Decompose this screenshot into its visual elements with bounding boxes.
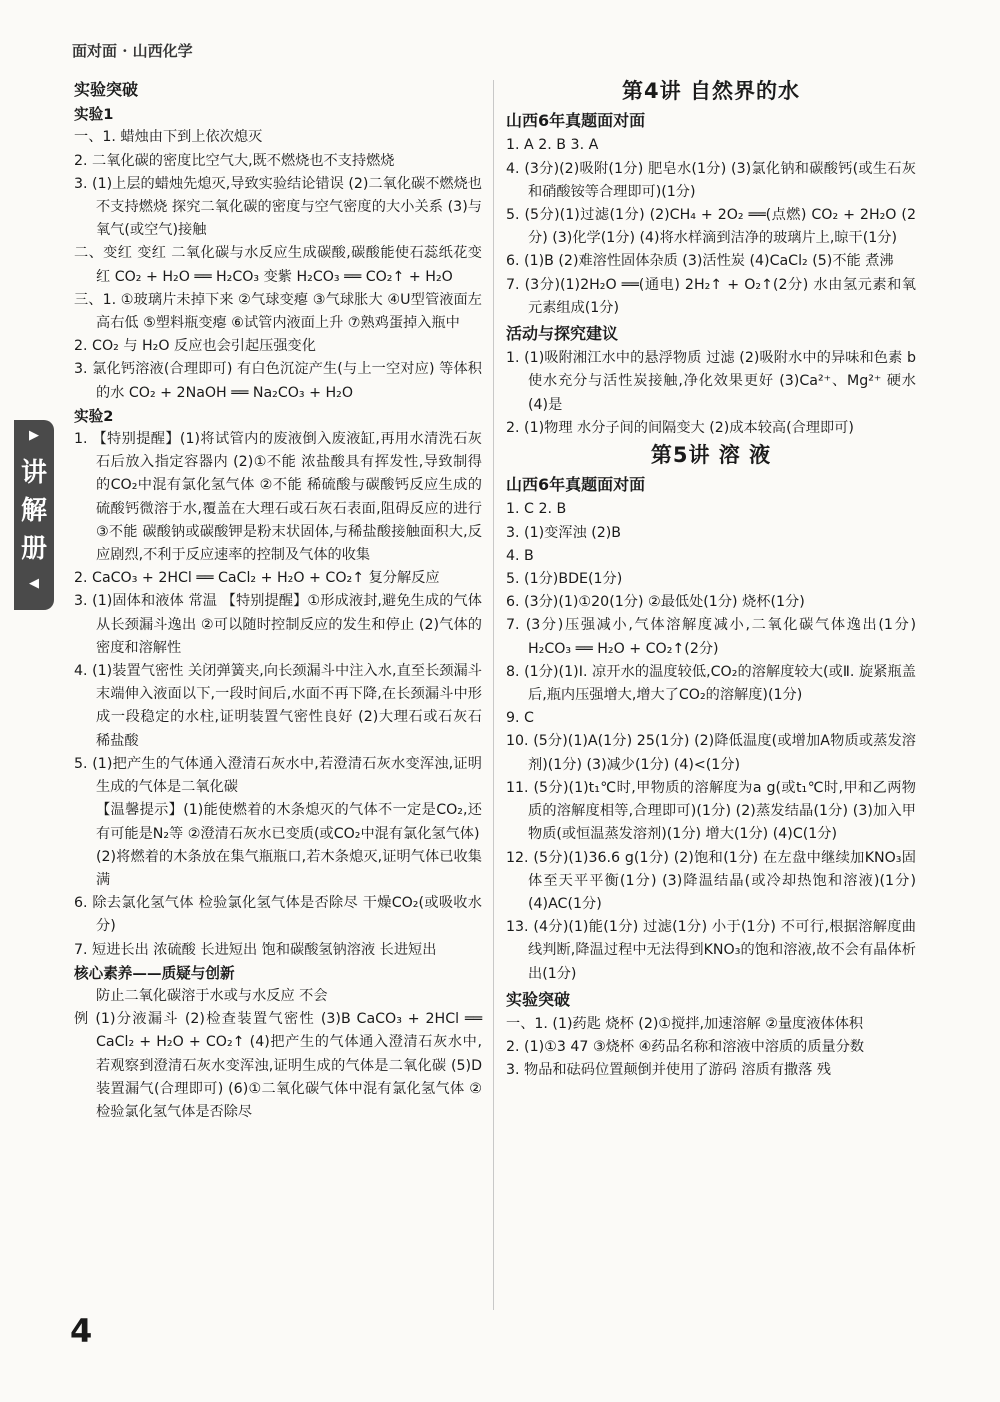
list-item: 【温馨提示】(1)能使燃着的木条熄灭的气体不一定是CO₂,还有可能是N₂等 ②澄清石灰水已变质(或CO₂中混有氯化氢气体) <box>96 802 482 842</box>
list-item: 5. (1)把产生的气体通入澄清石灰水中,若澄清石灰水变浑浊,证明生成的气体是二氧化碳 <box>74 755 482 796</box>
real-exam-title: 山西6年真题面对面 <box>506 111 646 131</box>
list-item: 13. (4分)(1)能(1分) 过滤(1分) 小于(1分) 不可行,根据溶解度曲线判断,降温过程中无法得到KNO₃的饱和溶液,故不会有晶体析出(1分) <box>506 919 916 982</box>
list-item: 10. (5分)(1)A(1分) 25(1分) (2)降低温度(或增加A物质或蒸发溶剂)(1分) (3)减少(1分) (4)<(1分) <box>506 733 916 773</box>
exp2-title: 实验2 <box>74 407 114 425</box>
list-item: 3. (1)上层的蜡烛先熄灭,导致实验结论错误 (2)二氧化碳不燃烧也不支持燃烧 探究二氧化碳的密度与空气密度的大小关系 (3)与氧气(或空气)接触 <box>74 175 482 239</box>
side-tab <box>14 420 54 610</box>
list-item: 3. (1)固体和液体 常温 【特别提醒】①形成液封,避免生成的气体从长颈漏斗逸出 ②可以随时控制反应的发生和停止 (2)气体的密度和溶解性 <box>74 593 482 656</box>
list-item: 1. (1)吸附湘江水中的悬浮物质 过滤 (2)吸附水中的异味和色素 b 使水充分与活性炭接触,净化效果更好 (3)Ca²⁺、Mg²⁺ 硬水 (4)是 <box>506 350 916 413</box>
list-item: 3. 氯化钙溶液(合理即可) 有白色沉淀产生(与上一空对应) 等体积的水 CO₂ + 2NaOH ══ Na₂CO₃ + H₂O <box>74 361 482 401</box>
list-item: 一、1. (1)药匙 烧杯 (2)①搅拌,加速溶解 ②量度液体体积 <box>506 1015 864 1032</box>
list-item: 12. (5分)(1)36.6 g(1分) (2)饱和(1分) 在左盘中继续加KNO₃固体至天平平衡(1分) (3)降温结晶(或冷却热饱和溶液)(1分) (4)AC(1分) <box>506 849 916 912</box>
list-item: 1. A 2. B 3. A <box>506 137 599 154</box>
list-item: 5. (5分)(1)过滤(1分) (2)CH₄ + 2O₂ ══(点燃) CO₂ + 2H₂O (2分) (3)化学(1分) (4)将水样滴到洁净的玻璃片上,晾干(1分) <box>506 207 916 247</box>
side-tab-char: 册 <box>20 534 47 564</box>
list-item: 二、变红 变红 二氧化碳与水反应生成碳酸,碳酸能使石蕊纸花变红 CO₂ + H₂O ══ H₂CO₃ 变紫 H₂CO₃ ══ CO₂↑ + H₂O <box>74 245 482 285</box>
list-item: 4. B <box>506 547 534 564</box>
section-title: 实验突破 <box>74 80 139 99</box>
list-item: 7. (3分)压强减小,气体溶解度减小,二氧化碳气体逸出(1分) H₂CO₃ ══ H₂O + CO₂↑(2分) <box>506 617 916 657</box>
list-item: 7. 短进长出 浓硫酸 长进短出 饱和碳酸氢钠溶液 长进短出 <box>74 941 437 958</box>
list-item: 4. (3分)(2)吸附(1分) 肥皂水(1分) (3)氯化钠和碳酸钙(或生石灰和硝酸铵等合理即可)(1分) <box>506 160 916 200</box>
list-item: 3. 物品和砝码位置颠倒并使用了游码 溶质有撒落 残 <box>506 1062 832 1079</box>
exp-title: 实验突破 <box>506 989 571 1009</box>
list-item: 2. CaCO₃ + 2HCl ══ CaCl₂ + H₂O + CO₂↑ 复分解反应 <box>74 570 440 587</box>
list-item: 2. (1)①3 47 ③烧杯 ④药品名称和溶液中溶质的质量分数 <box>506 1039 865 1056</box>
list-item: 6. (3分)(1)①20(1分) ②最低处(1分) 烧杯(1分) <box>506 594 805 611</box>
exp1-title: 实验1 <box>74 106 114 124</box>
example-item: 例 (1)分液漏斗 (2)检查装置气密性 (3)B CaCO₃ + 2HCl ══ CaCl₂ + H₂O + CO₂↑ (4)把产生的气体通入澄清石灰水中,若观察到澄清石灰水变浑浊,证明生成的气体是二氧化碳 (5)D 装置漏气(合理即可) (6)①二氧化碳气体中混有氯化氢气体 ②检验氯化氢气体是否除尽 <box>74 1011 482 1120</box>
list-item: 2. (1)物理 水分子间的间隔变大 (2)成本较高(合理即可) <box>506 419 854 436</box>
list-item: 2. 二氧化碳的密度比空气大,既不燃烧也不支持燃烧 <box>74 152 395 169</box>
list-item: 11. (5分)(1)t₁℃时,甲物质的溶解度为a g(或t₁℃时,甲和乙两物质的溶解度相等,合理即可)(1分) (2)蒸发结晶(1分) (3)加入甲物质(或恒温蒸发溶剂)(1分) 增大(1分) (4)C(1分) <box>506 779 916 843</box>
column-divider <box>493 80 494 1310</box>
tab-down-triangle-icon: ◀ <box>29 576 39 591</box>
right-column <box>506 76 916 1083</box>
real-exam-title: 山西6年真题面对面 <box>506 475 646 495</box>
list-item: 9. C <box>506 710 534 727</box>
page-number: 4 <box>70 1312 93 1350</box>
activity-title: 活动与探究建议 <box>506 324 619 344</box>
side-tab-char: 讲 <box>20 458 47 488</box>
tab-up-triangle-icon: ▶ <box>29 428 39 443</box>
list-item: 2. CO₂ 与 H₂O 反应也会引起压强变化 <box>74 338 316 355</box>
list-item: 1. C 2. B <box>506 501 567 518</box>
list-item: 3. (1)变浑浊 (2)B <box>506 524 622 541</box>
list-item: (2)将燃着的木条放在集气瓶瓶口,若木条熄灭,证明气体已收集满 <box>96 848 482 888</box>
page-header: 面对面 · 山西化学 <box>72 42 193 60</box>
list-item: 8. (1分)(1)Ⅰ. 凉开水的温度较低,CO₂的溶解度较大(或Ⅱ. 旋紧瓶盖后,瓶内压强增大,增大了CO₂的溶解度)(1分) <box>506 663 916 704</box>
list-item: 1. 【特别提醒】(1)将试管内的废液倒入废液缸,再用水清洗石灰石后放入指定容器内 (2)①不能 浓盐酸具有挥发性,导致制得的CO₂中混有氯化氢气体 ②不能 稀硫酸与碳酸钙反应生成的硫酸钙微溶于水,覆盖在大理石或石灰石表面,阻碍反应的进行 ③不能 碳酸钠或碳酸钾是粉末状固体,与稀盐酸接触面积大,反应剧烈,不利于反应速率的控制及气体的收集 <box>74 431 482 564</box>
list-item: 6. 除去氯化氢气体 检验氯化氢气体是否除尽 干燥CO₂(或吸收水分) <box>74 895 482 935</box>
list-item: 4. (1)装置气密性 关闭弹簧夹,向长颈漏斗中注入水,直至长颈漏斗末端伸入液面以下,一段时间后,水面不再下降,在长颈漏斗中形成一段稳定的水柱,证明装置气密性良好 (2)大理石或石灰石 稀盐酸 <box>74 663 482 749</box>
side-tab-char: 解 <box>20 496 47 526</box>
chapter4-title: 第4讲 自然界的水 <box>622 79 800 103</box>
chapter5-title: 第5讲 溶 液 <box>650 443 772 468</box>
left-column <box>74 76 482 1124</box>
list-item: 5. (1分)BDE(1分) <box>506 571 623 588</box>
list-item: 7. (3分)(1)2H₂O ══(通电) 2H₂↑ + O₂↑(2分) 水由氢元素和氧元素组成(1分) <box>506 276 916 316</box>
core-line: 防止二氧化碳溶于水或与水反应 不会 <box>96 987 328 1004</box>
list-item: 一、1. 蜡烛由下到上依次熄灭 <box>74 129 263 146</box>
core-title: 核心素养——质疑与创新 <box>74 964 235 982</box>
list-item: 6. (1)B (2)难溶性固体杂质 (3)活性炭 (4)CaCl₂ (5)不能 煮沸 <box>506 253 894 270</box>
list-item: 三、1. ①玻璃片未掉下来 ②气球变瘪 ③气球胀大 ④U型管液面左高右低 ⑤塑料瓶变瘪 ⑥试管内液面上升 ⑦熟鸡蛋掉入瓶中 <box>74 291 482 332</box>
